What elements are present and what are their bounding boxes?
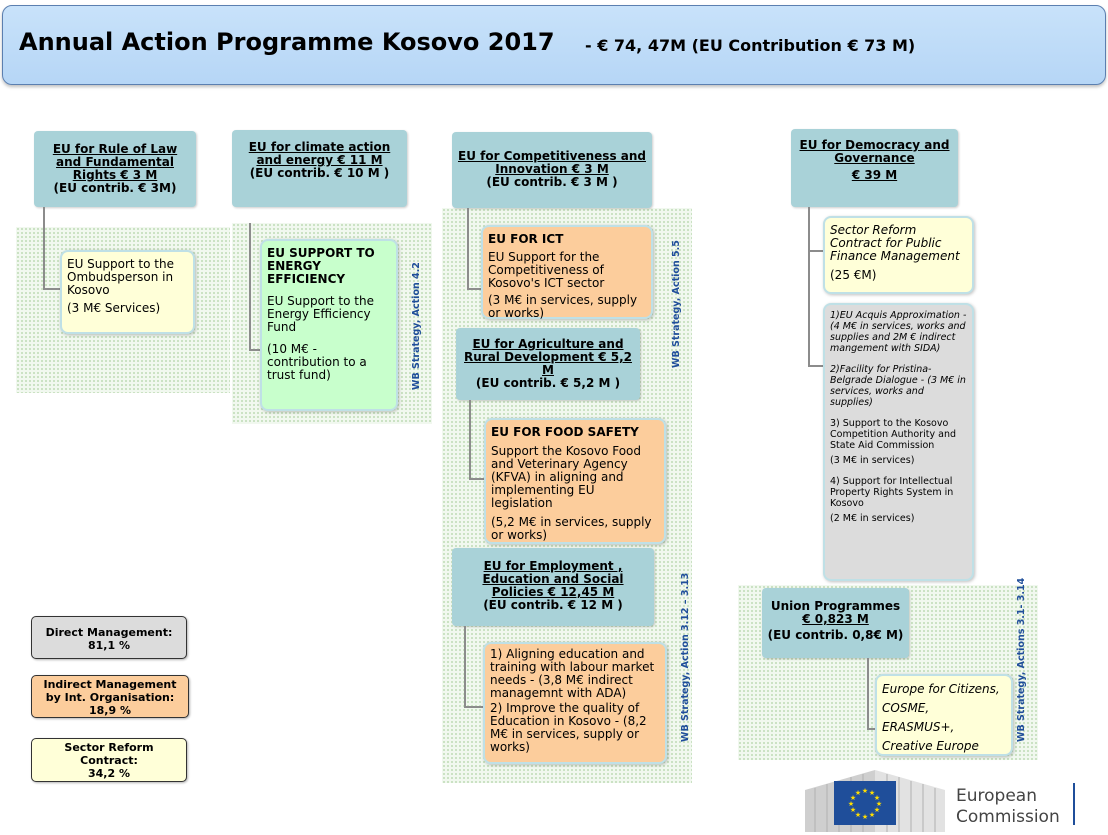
sector-rule-of-law — [34, 131, 196, 207]
action-title: EU FOR ICT — [488, 232, 564, 246]
ec-logo-line: European — [956, 786, 1037, 806]
action-list-item: ERASMUS+, — [882, 720, 955, 734]
sector-employment — [452, 548, 654, 626]
action-list-item: COSME, — [882, 701, 930, 715]
action-text: Sector Reform Contract for Public Finance Management — [830, 223, 960, 263]
sector-title-line: and Fundamental — [56, 155, 174, 169]
svg-text:★: ★ — [854, 811, 862, 819]
sector-union-programmes — [762, 588, 909, 658]
legend-label: Direct Management: — [45, 626, 173, 639]
action-union-list — [875, 674, 1013, 756]
sector-contribution: (EU contrib. € 3M) — [53, 181, 177, 195]
page-subtitle: - € 74, 47M (EU Contribution € 73 M) — [585, 36, 916, 55]
action-energy-efficiency — [260, 239, 398, 411]
connector — [464, 706, 484, 708]
sector-budget: Rights € 3 M — [72, 168, 158, 182]
action-ombudsperson — [60, 250, 195, 334]
action-list-item: 3) Support to the Kosovo Competition Authority and State Aid Commission — [830, 418, 957, 451]
connector — [808, 250, 824, 252]
sector-budget: € 0,823 M — [802, 612, 869, 626]
strategy-label-3-12: WB Strategy, Action 3.12 – 3.13 — [680, 572, 691, 742]
legend-label: by Int. Organisation: — [45, 691, 175, 704]
sector-budget: € 39 M — [851, 168, 898, 182]
page-title: Annual Action Programme Kosovo 2017 — [19, 28, 555, 56]
ec-logo-line: Commission — [956, 807, 1060, 827]
sector-title-line: EU for Competitiveness and — [458, 149, 646, 163]
svg-text:★: ★ — [849, 794, 857, 802]
legend-direct-management — [31, 616, 187, 659]
ec-logo-text — [956, 786, 1060, 828]
connector — [808, 207, 810, 367]
sector-contribution: (EU contrib. € 10 M ) — [249, 166, 390, 180]
connector — [469, 478, 485, 480]
action-list-item: 2) Improve the quality of Education in Kosovo - (8,2 M€ in services, supply or works) — [490, 701, 647, 754]
connector — [249, 223, 251, 351]
connector — [469, 400, 471, 480]
legend-value: 34,2 % — [88, 767, 130, 780]
connector — [43, 207, 45, 290]
sector-title-line: EU for Rule of Law — [52, 142, 178, 156]
sector-contribution: (EU contrib. € 5,2 M ) — [475, 376, 621, 390]
action-text: EU Support to the Energy Efficiency Fund — [267, 294, 374, 334]
sector-budget: Policies € 12,45 M — [491, 585, 615, 599]
connector — [867, 658, 869, 730]
svg-text:★: ★ — [861, 813, 869, 821]
sector-title-line: EU for Agriculture and — [472, 337, 624, 351]
legend-sector-reform-contract — [31, 738, 187, 782]
action-amount: (2 M€ in services) — [830, 513, 915, 524]
action-amount: (3 M€ in services) — [830, 455, 915, 466]
title-banner — [2, 5, 1106, 85]
legend-value: 81,1 % — [88, 639, 130, 652]
action-list-item: 1)EU Acquis Approximation - (4 M€ in services, works and supplies and 2M € indirect mangement with SIDA) — [830, 310, 967, 354]
sector-title-line: EU for Democracy and — [799, 138, 950, 152]
action-amount: (10 M€ - contribution to a trust fund) — [267, 342, 367, 382]
action-list-item: 1) Aligning education and training with labour market needs - (3,8 M€ indirect managemnt with ADA) — [490, 647, 655, 700]
action-amount: (25 €M) — [830, 268, 877, 282]
sector-climate — [232, 130, 407, 207]
sector-title-line: Governance — [834, 151, 915, 165]
action-list-item: Creative Europe — [882, 739, 979, 753]
action-amount: (3 M€ Services) — [67, 301, 161, 315]
legend-label: Sector Reform — [64, 741, 154, 754]
sector-agriculture — [456, 328, 640, 400]
legend-value: 18,9 % — [89, 704, 131, 717]
action-title: EU FOR FOOD SAFETY — [491, 425, 639, 439]
svg-text:★: ★ — [847, 800, 855, 808]
sector-democracy — [791, 129, 958, 207]
action-title: EU SUPPORT TO ENERGY EFFICIENCY — [267, 246, 375, 286]
sector-budget: and energy € 11 M — [256, 153, 383, 167]
action-amount: (5,2 M€ in services, supply or works) — [491, 515, 652, 542]
action-amount: (3 M€ in services, supply or works) — [488, 293, 638, 320]
legend-label: Contract: — [80, 754, 138, 767]
strategy-label-4-2: WB Strategy, Action 4.2 — [411, 262, 422, 390]
strategy-label-3-1: WB Strategy, Actions 3.1- 3.14 — [1016, 577, 1027, 742]
action-food-safety — [484, 418, 666, 544]
sector-contribution: (EU contrib. 0,8€ M) — [767, 628, 904, 642]
action-text: EU Support to the Ombudsperson in Kosovo — [67, 257, 174, 297]
eu-flag-icon — [834, 781, 896, 825]
action-text: Support the Kosovo Food and Veterinary Agency (KFVA) in aligning and implementing EU legislation — [491, 444, 641, 510]
strategy-label-5-5: WB Strategy, Action 5.5 — [671, 240, 682, 368]
svg-text:★: ★ — [849, 806, 857, 814]
action-text: EU Support for the Competitiveness of Kosovo's ICT sector — [488, 250, 605, 290]
sector-title-line: Union Programmes — [770, 599, 901, 613]
sector-title-line: M — [542, 363, 554, 377]
sector-title-line: Education and Social — [482, 572, 624, 586]
action-education — [483, 642, 667, 764]
legend-label: Indirect Management — [43, 678, 177, 691]
action-list-item: 4) Support for Intellectual Property Rights System in Kosovo — [830, 476, 954, 509]
action-list-item: 2)Facility for Pristina-Belgrade Dialogue - (3 M€ in services, works and supplies) — [830, 364, 966, 408]
sector-contribution: (EU contrib. € 12 M ) — [483, 598, 623, 612]
sector-budget: Innovation € 3 M — [495, 162, 609, 176]
action-ict — [481, 225, 653, 319]
sector-title-line: Rural Development € 5,2 — [464, 350, 632, 364]
svg-text:★: ★ — [868, 789, 876, 797]
svg-text:★: ★ — [875, 800, 883, 808]
svg-text:★: ★ — [873, 794, 881, 802]
svg-text:★: ★ — [861, 787, 869, 795]
action-pfm — [823, 216, 974, 294]
legend-indirect-management — [31, 675, 189, 718]
svg-text:★: ★ — [868, 811, 876, 819]
sector-contribution: (EU contrib. € 3 M ) — [486, 175, 618, 189]
sector-title-line: EU for Employment , — [483, 559, 623, 573]
sector-competitiveness — [452, 132, 652, 208]
connector — [464, 626, 466, 708]
connector — [467, 208, 469, 290]
svg-text:★: ★ — [873, 806, 881, 814]
svg-text:★: ★ — [854, 789, 862, 797]
ec-logo-divider — [1073, 783, 1075, 825]
connector — [43, 288, 61, 290]
connector — [808, 365, 824, 367]
sector-title-line: EU for climate action — [248, 140, 391, 154]
action-democracy-list — [823, 303, 974, 581]
action-list-item: Europe for Citizens, — [882, 682, 1000, 696]
